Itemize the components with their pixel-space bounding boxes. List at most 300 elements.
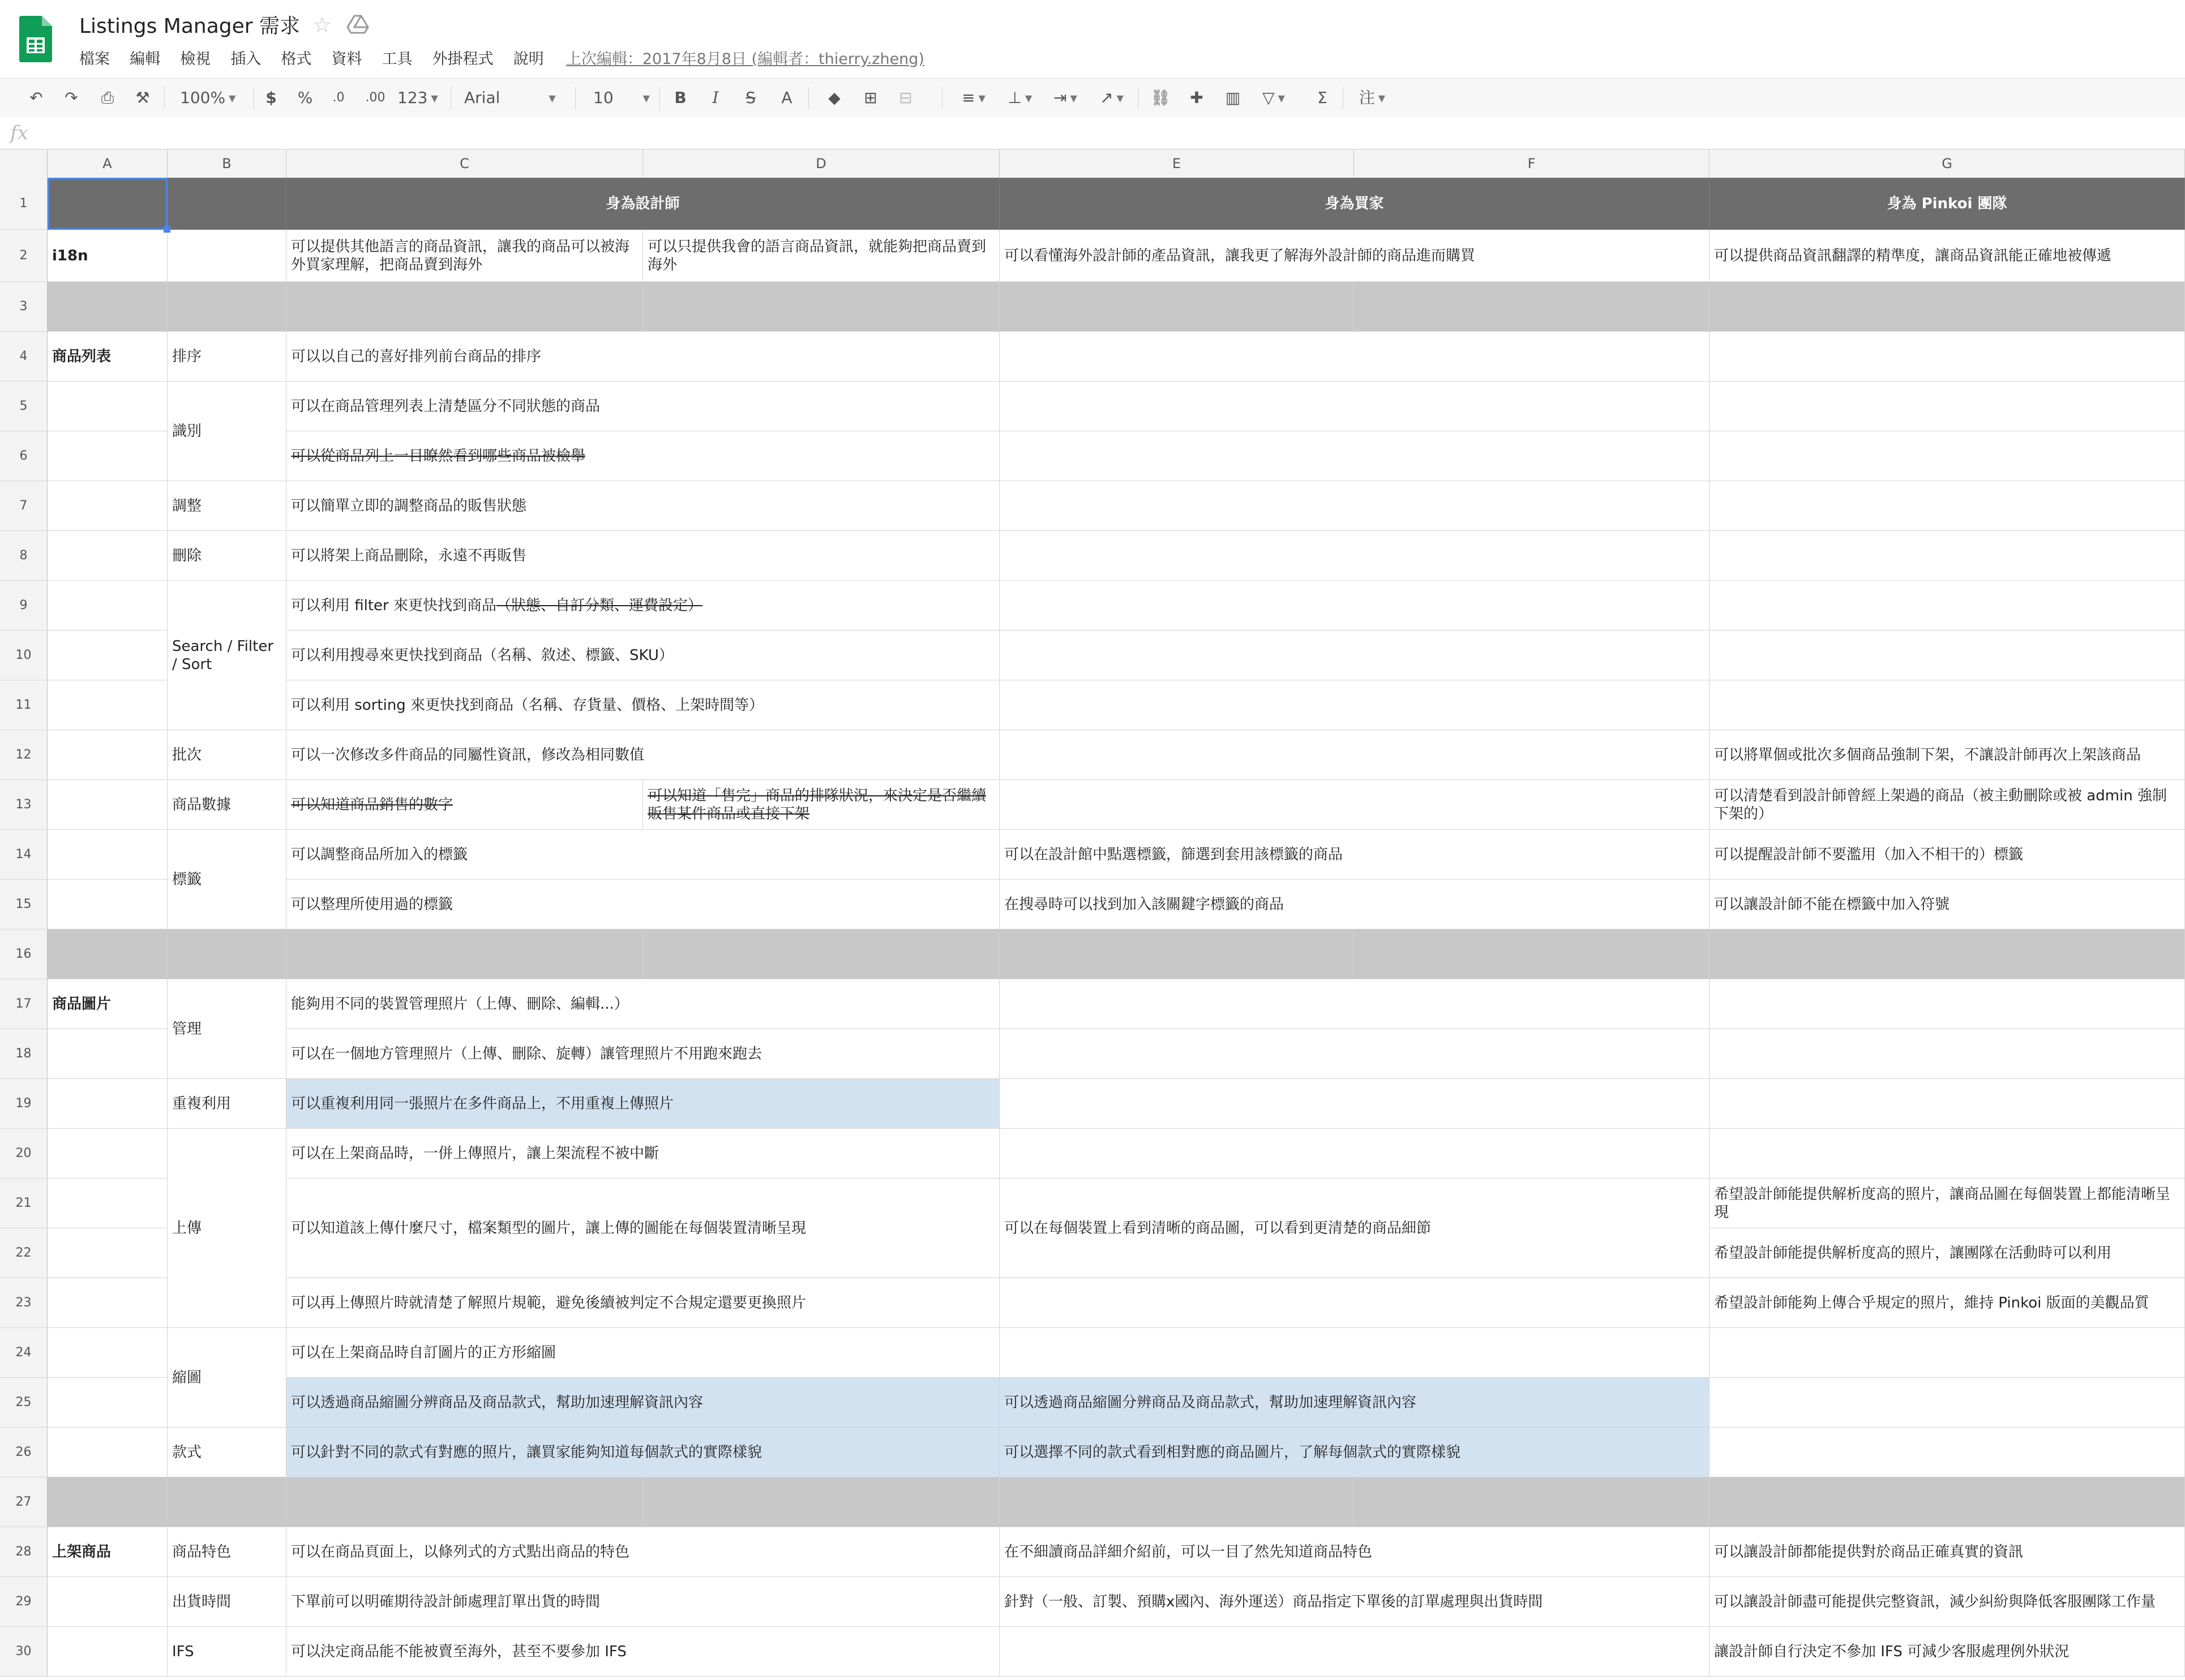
separator-cell[interactable] — [48, 1477, 168, 1527]
cell-g[interactable] — [1710, 631, 2185, 680]
cell-a[interactable] — [48, 1378, 168, 1428]
row-header-28[interactable]: 28 — [0, 1527, 48, 1577]
cell-e[interactable] — [1000, 1627, 1710, 1677]
cell-text: 上傳 — [172, 1219, 202, 1237]
menu-edit[interactable]: 編輯 — [130, 50, 161, 68]
header-designer[interactable] — [286, 178, 1000, 230]
cell-text: 可以在一個地方管理照片（上傳、刪除、旋轉）讓管理照片不用跑來跑去 — [291, 1045, 762, 1062]
cell-c28[interactable] — [286, 1527, 1000, 1577]
cell-text: 可以提醒設計師不要濫用（加入不相干的）標籤 — [1714, 846, 2024, 863]
star-icon[interactable]: ☆ — [312, 12, 332, 37]
zoom-select[interactable]: 100% ▼ — [180, 88, 236, 107]
cell-a[interactable] — [48, 631, 168, 680]
cell-g[interactable] — [1710, 1129, 2185, 1178]
cell-text: 可以簡單立即的調整商品的販售狀態 — [291, 497, 527, 515]
cell-text: 可以讓設計師盡可能提供完整資訊，減少糾紛與降低客服團隊工作量 — [1714, 1593, 2156, 1610]
cell-a[interactable] — [48, 1079, 168, 1129]
cell-b28[interactable] — [168, 1527, 286, 1577]
insert-link-icon[interactable]: ⛓ — [1150, 88, 1171, 107]
cell-g30[interactable] — [1710, 1627, 2185, 1677]
cell-a1[interactable] — [48, 178, 168, 230]
undo-icon[interactable]: ↶ — [29, 88, 43, 107]
cell-d2[interactable] — [643, 230, 1000, 282]
cell-a[interactable] — [48, 1577, 168, 1627]
cell-c15[interactable] — [286, 880, 1000, 929]
cell-e[interactable] — [1000, 1029, 1710, 1079]
row-header-12[interactable]: 12 — [0, 730, 48, 780]
cell-g12[interactable] — [1710, 730, 2185, 780]
increase-decimal-button[interactable]: .00 — [365, 91, 385, 105]
sheets-logo-icon[interactable] — [19, 16, 52, 62]
cell-e[interactable] — [1000, 1079, 1710, 1129]
cell-e[interactable] — [1000, 332, 1710, 382]
cell-e[interactable] — [1000, 1129, 1710, 1178]
cell-text: 排序 — [172, 348, 202, 365]
cell-text: （狀態、自訂分類、運費設定） — [496, 597, 703, 614]
cell-g2[interactable] — [1710, 230, 2185, 282]
cell-text: 針對（一般、訂製、預購x國內、海外運送）商品指定下單後的訂單處理與出貨時間 — [1004, 1593, 1543, 1610]
separator-cell[interactable] — [1000, 282, 1354, 332]
cell-text: 希望設計師能夠上傳合乎規定的照片，維持 Pinkoi 版面的美觀品質 — [1714, 1294, 2149, 1312]
cell-g[interactable] — [1710, 1029, 2185, 1079]
functions-button[interactable]: Σ — [1317, 88, 1327, 107]
cell-g29[interactable] — [1710, 1577, 2185, 1627]
cell-a[interactable] — [48, 680, 168, 730]
cell-c12[interactable] — [286, 730, 1000, 780]
separator-cell[interactable] — [48, 282, 168, 332]
cell-e[interactable] — [1000, 581, 1710, 631]
menu-data[interactable]: 資料 — [331, 50, 362, 68]
cell-c11[interactable] — [286, 680, 1000, 730]
cell-b5[interactable] — [168, 382, 286, 481]
cell-text: 可以只提供我會的語言商品資訊，就能夠把商品賣到海外 — [648, 238, 987, 273]
cell-b14[interactable] — [168, 830, 286, 929]
column-header-a[interactable]: A — [48, 149, 168, 178]
header-buyer[interactable] — [1000, 178, 1710, 230]
cell-g[interactable] — [1710, 1378, 2185, 1428]
menu-insert[interactable]: 插入 — [230, 50, 262, 68]
cell-text: 可以在上架商品時自訂圖片的正方形縮圖 — [291, 1344, 556, 1361]
cell-b4[interactable] — [168, 332, 286, 382]
cell-g14[interactable] — [1710, 830, 2185, 880]
row-header-15[interactable]: 15 — [0, 880, 48, 929]
row-header-25[interactable]: 25 — [0, 1378, 48, 1428]
fill-color-icon[interactable]: ◆ — [828, 88, 841, 107]
cell-b2[interactable] — [168, 230, 286, 282]
row-header-23[interactable]: 23 — [0, 1278, 48, 1328]
cell-text: 縮圖 — [172, 1369, 202, 1386]
cell-c13[interactable] — [286, 780, 643, 830]
menu-help[interactable]: 說明 — [513, 50, 544, 68]
cell-text: 可以在商品頁面上，以條列式的方式點出商品的特色 — [291, 1543, 630, 1561]
cell-text: 可以在每個裝置上看到清晰的商品圖，可以看到更清楚的商品細節 — [1004, 1219, 1432, 1237]
cell-a[interactable] — [48, 1627, 168, 1677]
cell-e[interactable] — [1000, 1328, 1710, 1378]
cell-text: 身為買家 — [1325, 195, 1384, 212]
cell-text: 可以將單個或批次多個商品強制下架，不讓設計師再次上架該商品 — [1714, 746, 2141, 764]
cell-g[interactable] — [1710, 431, 2185, 481]
row-header-7[interactable]: 7 — [0, 481, 48, 531]
cell-g[interactable] — [1710, 1328, 2185, 1378]
cell-b26[interactable] — [168, 1428, 286, 1477]
cell-b24[interactable] — [168, 1328, 286, 1428]
cell-b17[interactable] — [168, 979, 286, 1079]
cell-b29[interactable] — [168, 1577, 286, 1627]
percent-button[interactable]: % — [297, 88, 313, 107]
cell-b8[interactable] — [168, 531, 286, 581]
cell-text: 可以以自己的喜好排列前台商品的排序 — [291, 348, 542, 365]
cell-text: 可以看懂海外設計師的產品資訊，讓我更了解海外設計師的商品進而購買 — [1004, 247, 1476, 264]
text-rotate-icon[interactable]: ↗ ▼ — [1100, 88, 1124, 107]
cell-c17[interactable] — [286, 979, 1000, 1029]
cell-text: 可以在上架商品時，一併上傳照片，讓上架流程不被中斷 — [291, 1145, 659, 1162]
cell-a[interactable] — [48, 1129, 168, 1178]
borders-icon[interactable]: ⊞ — [864, 88, 877, 107]
app-header — [0, 0, 2185, 78]
separator-cell[interactable] — [1354, 929, 1710, 979]
cell-a[interactable] — [48, 431, 168, 481]
bold-button[interactable]: B — [674, 88, 687, 107]
cell-text: 可以在設計館中點選標籤，篩選到套用該標籤的商品 — [1004, 846, 1343, 863]
cell-a[interactable] — [48, 1328, 168, 1378]
cell-g13[interactable] — [1710, 780, 2185, 830]
cell-a[interactable] — [48, 830, 168, 880]
row-header-9[interactable]: 9 — [0, 581, 48, 631]
cell-g23[interactable] — [1710, 1278, 2185, 1328]
cell-text: 可以提供商品資訊翻譯的精準度，讓商品資訊能正確地被傳遞 — [1714, 247, 2112, 264]
cell-text: 商品數據 — [172, 796, 232, 813]
row-header-21[interactable]: 21 — [0, 1178, 48, 1228]
row-header-19[interactable]: 19 — [0, 1079, 48, 1129]
cell-text: 可以透過商品縮圖分辨商品及商品款式，幫助加速理解資訊內容 — [1004, 1394, 1417, 1411]
cell-b30[interactable] — [168, 1627, 286, 1677]
row-header-24[interactable]: 24 — [0, 1328, 48, 1378]
column-header-c[interactable]: C — [286, 149, 643, 178]
cell-text: 可以知道「售完」商品的排隊狀況，來決定是否繼續販售某件商品或直接下架 — [648, 787, 987, 822]
cell-e21[interactable] — [1000, 1178, 1710, 1278]
last-edit-link[interactable]: 上次編輯：2017年8月8日 (編輯者：thierry.zheng) — [565, 50, 924, 68]
cell-c4[interactable] — [286, 332, 1000, 382]
cell-c18[interactable] — [286, 1029, 1000, 1079]
align-vertical-icon[interactable]: ⊥ ▼ — [1008, 88, 1032, 107]
row-header-6[interactable]: 6 — [0, 431, 48, 481]
cell-a[interactable] — [48, 531, 168, 581]
cell-e14[interactable] — [1000, 830, 1710, 880]
fx-icon: fx — [10, 122, 28, 144]
font-size-select[interactable]: 10 ▼ — [593, 88, 650, 107]
cell-c25[interactable] — [286, 1378, 1000, 1428]
cell-text: 可以選擇不同的款式看到相對應的商品圖片，了解每個款式的實際樣貌 — [1004, 1443, 1461, 1461]
cell-e[interactable] — [1000, 431, 1710, 481]
cell-text: 刪除 — [172, 547, 202, 564]
text-color-button[interactable]: A — [781, 88, 792, 107]
separator-cell[interactable] — [643, 1477, 1000, 1527]
cell-text: Search / Filter / Sort — [172, 637, 274, 673]
cell-b19[interactable] — [168, 1079, 286, 1129]
row-header-16[interactable]: 16 — [0, 929, 48, 979]
cell-c23[interactable] — [286, 1278, 1000, 1328]
cell-text: 身為 Pinkoi 團隊 — [1887, 195, 2007, 212]
align-horizontal-icon[interactable]: ≡ ▼ — [962, 88, 986, 107]
cell-b21[interactable] — [168, 1129, 286, 1328]
cell-c24[interactable] — [286, 1328, 1000, 1378]
cell-c26[interactable] — [286, 1428, 1000, 1477]
cell-c2[interactable] — [286, 230, 643, 282]
cell-g28[interactable] — [1710, 1527, 2185, 1577]
cell-text: 可以決定商品能不能被賣至海外，甚至不要參加 IFS — [291, 1643, 627, 1660]
merge-cells-icon[interactable]: ⊟ — [899, 88, 912, 107]
cell-g[interactable] — [1710, 382, 2185, 431]
cell-text: 可以一次修改多件商品的同屬性資訊，修改為相同數值 — [291, 746, 645, 764]
menu-format[interactable]: 格式 — [281, 50, 312, 68]
menu-file[interactable]: 檔案 — [79, 50, 110, 68]
row-header-1[interactable]: 1 — [0, 178, 48, 230]
cell-g22[interactable] — [1710, 1228, 2185, 1278]
cell-a[interactable] — [48, 730, 168, 780]
cell-a17[interactable] — [48, 979, 168, 1029]
separator-cell[interactable] — [1354, 1477, 1710, 1527]
menu-tools[interactable]: 工具 — [382, 50, 413, 68]
cell-text: 款式 — [172, 1443, 202, 1461]
cell-text: 可以調整商品所加入的標籤 — [291, 846, 468, 863]
cell-g[interactable] — [1710, 332, 2185, 382]
filter-icon[interactable]: ▽ ▼ — [1262, 88, 1285, 107]
row-header-18[interactable]: 18 — [0, 1029, 48, 1079]
cell-e15[interactable] — [1000, 880, 1710, 929]
separator-cell[interactable] — [1354, 282, 1710, 332]
cell-c30[interactable] — [286, 1627, 1000, 1677]
cell-c21[interactable] — [286, 1178, 1000, 1278]
cell-g[interactable] — [1710, 581, 2185, 631]
cell-a[interactable] — [48, 880, 168, 929]
cell-e[interactable] — [1000, 730, 1710, 780]
spreadsheet-grid — [0, 149, 2185, 1680]
cell-g[interactable] — [1710, 531, 2185, 581]
toolbar — [0, 78, 2185, 118]
cell-c7[interactable] — [286, 481, 1000, 531]
cell-a[interactable] — [48, 481, 168, 531]
cell-text: 可以清楚看到設計師曾經上架過的商品（被主動刪除或被 admin 強制下架的） — [1714, 787, 2167, 822]
cell-e[interactable] — [1000, 1278, 1710, 1328]
cell-e[interactable] — [1000, 780, 1710, 830]
cell-b1[interactable] — [168, 178, 286, 230]
cell-text: 可以再上傳照片時就清楚了解照片規範，避免後續被判定不合規定還要更換照片 — [291, 1294, 807, 1312]
cell-text: 希望設計師能提供解析度高的照片，讓商品圖在每個裝置上都能清晰呈現 — [1714, 1185, 2171, 1221]
row-header-2[interactable]: 2 — [0, 230, 48, 282]
cell-c29[interactable] — [286, 1577, 1000, 1627]
fill-handle[interactable] — [164, 226, 170, 233]
cell-a[interactable] — [48, 1228, 168, 1278]
row-header-30[interactable]: 30 — [0, 1627, 48, 1677]
cell-text: 可以提供其他語言的商品資訊，讓我的商品可以被海外買家理解，把商品賣到海外 — [291, 238, 630, 273]
column-header-d[interactable]: D — [643, 149, 1000, 178]
cell-b12[interactable] — [168, 730, 286, 780]
strikethrough-button[interactable]: S — [746, 88, 756, 107]
cell-e[interactable] — [1000, 382, 1710, 431]
separator-cell[interactable] — [48, 929, 168, 979]
cell-d13[interactable] — [643, 780, 1000, 830]
redo-icon[interactable]: ↷ — [65, 88, 78, 107]
cell-text: 身為設計師 — [606, 195, 680, 212]
cell-e[interactable] — [1000, 531, 1710, 581]
cell-text: 可以重複利用同一張照片在多件商品上，不用重複上傳照片 — [291, 1095, 674, 1112]
row-header-20[interactable]: 20 — [0, 1129, 48, 1178]
cell-a[interactable] — [48, 382, 168, 431]
currency-button[interactable]: $ — [265, 88, 277, 107]
cell-b13[interactable] — [168, 780, 286, 830]
row-header-5[interactable]: 5 — [0, 382, 48, 431]
cell-c14[interactable] — [286, 830, 1000, 880]
row-header-11[interactable]: 11 — [0, 680, 48, 730]
cell-e[interactable] — [1000, 680, 1710, 730]
cell-text: 上架商品 — [52, 1543, 112, 1561]
paint-format-icon[interactable]: ⚒ — [135, 88, 150, 107]
cell-g[interactable] — [1710, 481, 2185, 531]
cell-text: 商品特色 — [172, 1543, 232, 1561]
cell-text: 下單前可以明確期待設計師處理訂單出貨的時間 — [291, 1593, 601, 1610]
cell-a28[interactable] — [48, 1527, 168, 1577]
select-all-corner[interactable] — [0, 149, 48, 178]
cell-e29[interactable] — [1000, 1577, 1710, 1627]
cell-e25[interactable] — [1000, 1378, 1710, 1428]
menu-view[interactable]: 檢視 — [180, 50, 211, 68]
cell-text: 可以在商品管理列表上清楚區分不同狀態的商品 — [291, 397, 601, 415]
cell-e[interactable] — [1000, 979, 1710, 1029]
menu-addons[interactable]: 外掛程式 — [432, 50, 494, 68]
cell-a[interactable] — [48, 1278, 168, 1328]
row-header-4[interactable]: 4 — [0, 332, 48, 382]
insert-comment-icon[interactable]: ✚ — [1190, 88, 1203, 107]
row-header-17[interactable]: 17 — [0, 979, 48, 1029]
column-header-e[interactable]: E — [1000, 149, 1354, 178]
cell-text: 可以從商品列上一目瞭然看到哪些商品被檢舉 — [291, 447, 586, 465]
cell-g[interactable] — [1710, 1079, 2185, 1129]
separator-cell[interactable] — [286, 929, 643, 979]
cell-text: 可以知道商品銷售的數字 — [291, 796, 453, 813]
separator-cell[interactable] — [1710, 929, 2185, 979]
cell-text: 在搜尋時可以找到加入該關鍵字標籤的商品 — [1004, 895, 1284, 913]
cell-text: 希望設計師能提供解析度高的照片，讓團隊在活動時可以利用 — [1714, 1244, 2112, 1262]
cell-text: 出貨時間 — [172, 1593, 232, 1610]
text-wrap-icon[interactable]: ⇥ ▼ — [1053, 88, 1077, 107]
italic-button[interactable]: I — [712, 88, 719, 107]
cell-g[interactable] — [1710, 680, 2185, 730]
separator-cell[interactable] — [643, 929, 1000, 979]
cell-c19[interactable] — [286, 1079, 1000, 1129]
separator-cell[interactable] — [1710, 282, 2185, 332]
cell-text: 重複利用 — [172, 1095, 232, 1112]
cell-c10[interactable] — [286, 631, 1000, 680]
formula-bar[interactable] — [0, 117, 2185, 149]
cell-text: 商品列表 — [52, 348, 112, 365]
cell-g21[interactable] — [1710, 1178, 2185, 1228]
cell-a[interactable] — [48, 780, 168, 830]
cell-b7[interactable] — [168, 481, 286, 531]
cell-text: 可以利用 filter 來更快找到商品 — [291, 597, 497, 614]
cell-b9[interactable] — [168, 581, 286, 730]
cell-text: 商品圖片 — [52, 995, 112, 1013]
cell-a[interactable] — [48, 1029, 168, 1079]
column-header-b[interactable]: B — [168, 149, 286, 178]
cell-e[interactable] — [1000, 631, 1710, 680]
separator-cell[interactable] — [168, 929, 286, 979]
cell-text: 可以讓設計師不能在標籤中加入符號 — [1714, 895, 1950, 913]
row-header-14[interactable]: 14 — [0, 830, 48, 880]
cell-c6[interactable] — [286, 431, 1000, 481]
cell-text: i18n — [52, 247, 88, 264]
cell-text: 可以針對不同的款式有對應的照片，讓買家能夠知道每個款式的實際樣貌 — [291, 1443, 762, 1461]
cell-c9[interactable] — [286, 581, 1000, 631]
row-header-26[interactable]: 26 — [0, 1428, 48, 1477]
cell-c5[interactable] — [286, 382, 1000, 431]
cell-a[interactable] — [48, 581, 168, 631]
row-header-10[interactable]: 10 — [0, 631, 48, 680]
separator-cell[interactable] — [1000, 929, 1354, 979]
cell-e[interactable] — [1000, 481, 1710, 531]
separator-cell[interactable] — [168, 282, 286, 332]
cell-g15[interactable] — [1710, 880, 2185, 929]
cell-a[interactable] — [48, 1178, 168, 1228]
cell-g[interactable] — [1710, 1428, 2185, 1477]
row-header-3[interactable]: 3 — [0, 282, 48, 332]
cell-a4[interactable] — [48, 332, 168, 382]
menu-bar — [79, 46, 924, 69]
cell-text: 可以透過商品縮圖分辨商品及商品款式，幫助加速理解資訊內容 — [291, 1394, 704, 1411]
drive-folder-icon[interactable] — [346, 15, 369, 34]
cell-text: 可以利用 sorting 來更快找到商品（名稱、存貨量、價格、上架時間等） — [291, 696, 764, 714]
column-headers — [0, 149, 2185, 178]
font-family-select[interactable]: Arial ▼ — [464, 88, 556, 107]
cell-text: 在不細讀商品詳細介紹前，可以一目了然先知道商品特色 — [1004, 1543, 1373, 1561]
row-header-13[interactable]: 13 — [0, 780, 48, 830]
cell-g[interactable] — [1710, 979, 2185, 1029]
row-header-8[interactable]: 8 — [0, 531, 48, 581]
row-header-27[interactable]: 27 — [0, 1477, 48, 1527]
separator-cell[interactable] — [1000, 1477, 1354, 1527]
column-header-g[interactable]: G — [1710, 149, 2185, 178]
more-formats-select[interactable]: 123 ▼ — [397, 88, 438, 107]
cell-text: 可以利用搜尋來更快找到商品（名稱、敘述、標籤、SKU） — [291, 646, 674, 664]
separator-cell[interactable] — [643, 282, 1000, 332]
cell-a[interactable] — [48, 1428, 168, 1477]
separator-cell[interactable] — [168, 1477, 286, 1527]
print-icon[interactable]: ⎙ — [101, 88, 114, 107]
cell-e26[interactable] — [1000, 1428, 1710, 1477]
cell-text: 可以將架上商品刪除，永遠不再販售 — [291, 547, 527, 564]
input-tools-button[interactable]: 注 ▼ — [1359, 88, 1386, 107]
cell-e2[interactable] — [1000, 230, 1710, 282]
cell-a2[interactable] — [48, 230, 168, 282]
insert-chart-icon[interactable]: ▥ — [1225, 88, 1241, 107]
document-title[interactable]: Listings Manager 需求 — [79, 15, 301, 38]
separator-cell[interactable] — [1710, 1477, 2185, 1527]
separator-cell[interactable] — [286, 1477, 643, 1527]
header-pinkoi[interactable] — [1710, 178, 2185, 230]
cell-c8[interactable] — [286, 531, 1000, 581]
cell-text: 可以整理所使用過的標籤 — [291, 895, 453, 913]
cell-c20[interactable] — [286, 1129, 1000, 1178]
cell-text: 標籤 — [172, 871, 202, 888]
row-header-29[interactable]: 29 — [0, 1577, 48, 1627]
cell-text: 調整 — [172, 497, 202, 515]
cell-text: 能夠用不同的裝置管理照片（上傳、刪除、編輯...） — [291, 995, 629, 1013]
separator-cell[interactable] — [286, 282, 643, 332]
cell-text: 批次 — [172, 746, 202, 764]
row-header-22[interactable]: 22 — [0, 1228, 48, 1278]
column-header-f[interactable]: F — [1354, 149, 1710, 178]
decrease-decimal-button[interactable]: .0 — [332, 91, 345, 105]
cell-e28[interactable] — [1000, 1527, 1710, 1577]
